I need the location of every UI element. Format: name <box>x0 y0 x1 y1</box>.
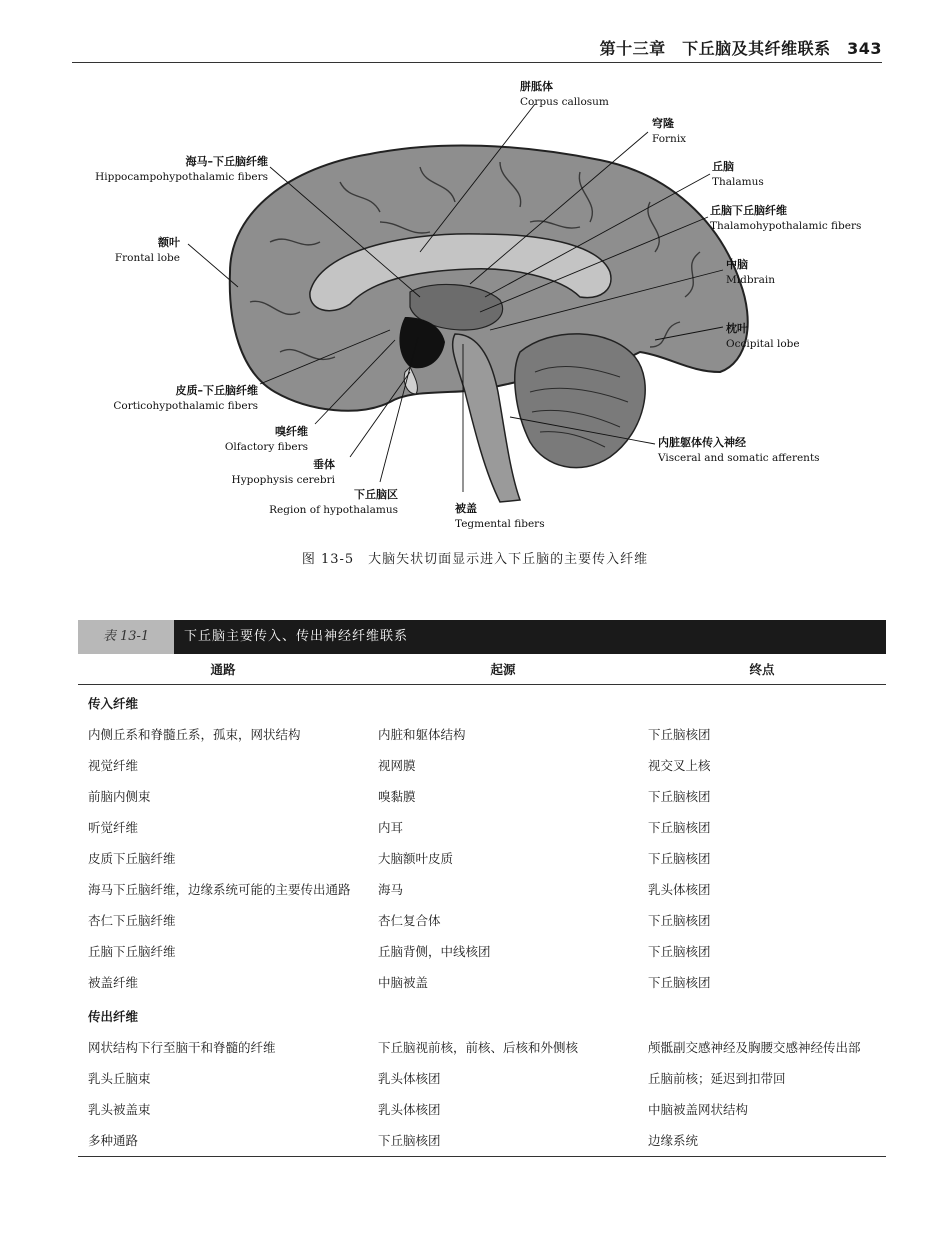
cell-termination: 中脑被盖网状结构 <box>648 1102 749 1117</box>
cell-pathway: 乳头被盖束 <box>88 1102 151 1117</box>
brain-sagittal-diagram <box>80 72 880 532</box>
label-hippo-en: Hippocampohypothalamic fibers <box>95 171 268 183</box>
table-number: 表 13-1 <box>78 620 174 654</box>
cell-termination: 下丘脑核团 <box>648 913 711 928</box>
cell-pathway: 乳头丘脑束 <box>88 1071 151 1086</box>
table-row <box>78 750 886 781</box>
table-row <box>78 936 886 967</box>
cell-termination: 下丘脑核团 <box>648 820 711 835</box>
table-row <box>78 781 886 812</box>
cell-origin: 乳头体核团 <box>378 1102 441 1117</box>
table-row <box>78 719 886 750</box>
label-frontal-zh: 额叶 <box>158 236 180 249</box>
label-occipital-zh: 枕叶 <box>726 322 748 335</box>
cell-origin: 丘脑背侧，中线核团 <box>378 944 491 959</box>
figure-caption: 图 13-5 大脑矢状切面显示进入下丘脑的主要传入纤维 <box>301 552 649 567</box>
cell-pathway: 海马下丘脑纤维，边缘系统可能的主要传出通路 <box>88 882 351 897</box>
label-thalhypo-zh: 丘脑下丘脑纤维 <box>710 204 787 217</box>
table-row <box>78 967 886 998</box>
label-hypophysis-en: Hypophysis cerebri <box>231 474 335 486</box>
header-origin: 起源 <box>368 654 638 685</box>
label-olfactory-zh: 嗅纤维 <box>275 425 308 438</box>
label-corpus-zh: 胼胝体 <box>520 80 553 93</box>
label-visceral-en: Visceral and somatic afferents <box>658 452 820 464</box>
cell-origin: 下丘脑视前核，前核、后核和外侧核 <box>378 1040 579 1055</box>
table-row <box>78 905 886 936</box>
page-header <box>72 34 882 63</box>
cell-origin: 乳头体核团 <box>378 1071 441 1086</box>
label-fornix-zh: 穹隆 <box>652 117 674 130</box>
section-label: 传入纤维 <box>88 696 139 711</box>
cell-pathway: 皮质下丘脑纤维 <box>88 851 176 866</box>
cell-termination: 下丘脑核团 <box>648 944 711 959</box>
cell-pathway: 前脑内侧束 <box>88 789 151 804</box>
cell-origin: 嗅黏膜 <box>378 789 416 804</box>
cell-pathway: 视觉纤维 <box>88 758 139 773</box>
table-row <box>78 1094 886 1125</box>
header-pathway: 通路 <box>78 654 368 685</box>
label-midbrain-zh: 中脑 <box>726 258 748 271</box>
cell-origin: 下丘脑核团 <box>368 1125 638 1157</box>
label-hippo-zh: 海马–下丘脑纤维 <box>185 155 268 168</box>
cell-pathway: 被盖纤维 <box>88 975 139 990</box>
label-region-en: Region of hypothalamus <box>269 504 398 516</box>
label-fornix-en: Fornix <box>652 133 687 145</box>
table-row <box>78 843 886 874</box>
label-region-zh: 下丘脑区 <box>354 488 398 501</box>
label-midbrain-en: Midbrain <box>726 274 775 286</box>
label-cortico-zh: 皮质–下丘脑纤维 <box>175 384 258 397</box>
table-title-bar <box>78 620 886 654</box>
label-hypophysis-zh: 垂体 <box>313 458 335 471</box>
cell-origin: 大脑额叶皮质 <box>378 851 454 866</box>
table-row <box>78 1063 886 1094</box>
table-title: 下丘脑主要传入、传出神经纤维联系 <box>184 629 409 644</box>
label-tegmental-en: Tegmental fibers <box>455 518 545 530</box>
label-cortico-en: Corticohypothalamic fibers <box>113 400 258 412</box>
running-title: 第十三章 下丘脑及其纤维联系 343 <box>599 39 882 58</box>
label-visceral-zh: 内脏躯体传入神经 <box>658 436 746 449</box>
label-corpus-en: Corpus callosum <box>520 96 609 108</box>
table-row <box>78 1032 886 1063</box>
section-row-afferent <box>78 685 886 720</box>
cell-termination: 颅骶副交感神经及胸腰交感神经传出部 <box>648 1040 861 1055</box>
cell-pathway: 内侧丘系和脊髓丘系，孤束，网状结构 <box>88 727 301 742</box>
cell-termination: 乳头体核团 <box>648 882 711 897</box>
cell-termination: 下丘脑核团 <box>648 789 711 804</box>
label-olfactory-en: Olfactory fibers <box>224 441 308 453</box>
label-thalhypo-en: Thalamohypothalamic fibers <box>710 220 862 232</box>
table-row <box>78 812 886 843</box>
cell-origin: 视网膜 <box>378 758 416 773</box>
cell-origin: 中脑被盖 <box>378 975 429 990</box>
cell-termination: 下丘脑核团 <box>648 975 711 990</box>
cell-origin: 杏仁复合体 <box>378 913 441 928</box>
cell-pathway: 听觉纤维 <box>88 820 139 835</box>
cell-pathway: 多种通路 <box>78 1125 368 1157</box>
label-frontal-en: Frontal lobe <box>114 252 180 264</box>
table-header-row <box>78 654 886 685</box>
cell-pathway: 丘脑下丘脑纤维 <box>88 944 176 959</box>
table-row <box>78 1125 886 1157</box>
section-row-efferent <box>78 998 886 1032</box>
cell-termination: 下丘脑核团 <box>648 851 711 866</box>
cell-origin: 海马 <box>378 882 404 897</box>
header-termination: 终点 <box>638 654 886 685</box>
fiber-connections-table <box>78 654 886 1157</box>
cell-termination: 下丘脑核团 <box>648 727 711 742</box>
section-label: 传出纤维 <box>88 1009 139 1024</box>
table-row <box>78 874 886 905</box>
label-tegmental-zh: 被盖 <box>455 502 477 515</box>
label-thalamus-zh: 丘脑 <box>712 160 734 173</box>
cell-pathway: 网状结构下行至脑干和脊髓的纤维 <box>88 1040 276 1055</box>
label-occipital-en: Occipital lobe <box>726 338 800 350</box>
cell-origin: 内脏和躯体结构 <box>378 727 466 742</box>
cell-pathway: 杏仁下丘脑纤维 <box>88 913 176 928</box>
cell-termination: 丘脑前核；延迟到扣带回 <box>648 1071 786 1086</box>
cell-termination: 视交叉上核 <box>648 758 711 773</box>
table-13-1 <box>78 620 886 1157</box>
label-thalamus-en: Thalamus <box>712 176 764 188</box>
brain-figure <box>80 72 880 532</box>
cell-termination: 边缘系统 <box>638 1125 886 1157</box>
cell-origin: 内耳 <box>378 820 404 835</box>
